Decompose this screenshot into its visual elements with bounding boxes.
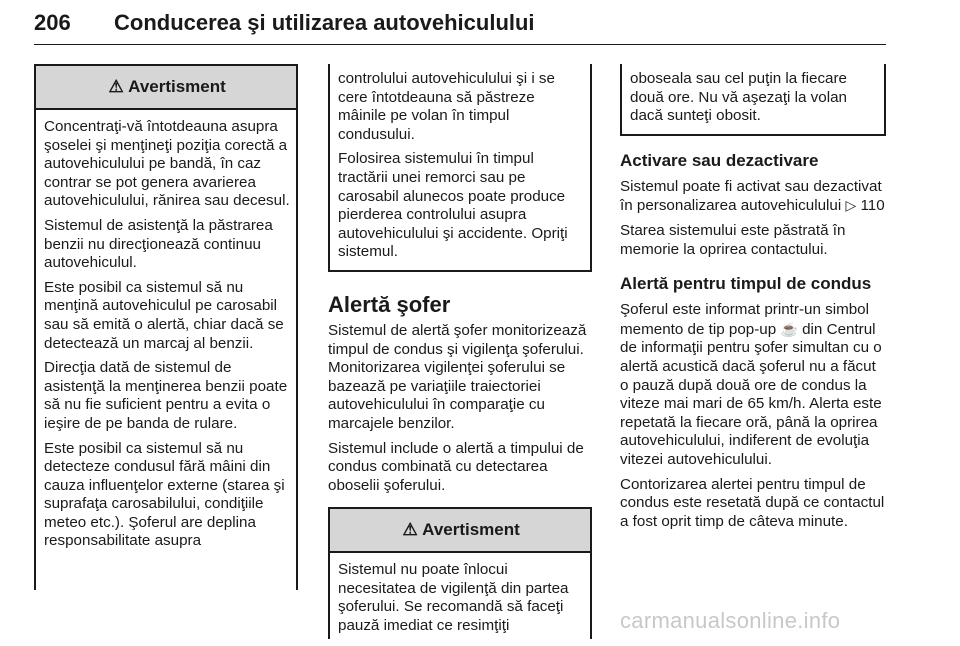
paragraph: Folosirea sistemului în timpul tractării unei remorci sau pe carosabil alunecos poate produce pierderea controlului asupra autovehiculului şi accidente. Opriţi sistemul.	[338, 150, 568, 261]
watermark: carmanualsonline.info	[620, 608, 841, 633]
warning-title: Avertisment	[422, 520, 520, 540]
page-header	[34, 10, 886, 45]
paragraph: Este posibil ca sistemul să nu menţină autovehiculul pe carosabil sau să emită o alertă, chiar dacă se detectează un marcaj al benzii.	[44, 278, 284, 352]
warning-triangle-icon: ⚠	[108, 77, 124, 96]
warning-box-continued	[620, 64, 886, 136]
warning-box-body	[36, 110, 296, 561]
paragraph	[620, 178, 886, 216]
paragraph: Contorizarea alertei pentru timpul de condus este resetată după ce contactul a fost oprit timp de câteva minute.	[620, 475, 885, 530]
warning-title: Avertisment	[128, 77, 226, 96]
warning-box-header	[36, 66, 296, 110]
paragraph: Sistemul nu poate înlocui necesitatea de vigilenţă din partea şoferului. Se recomandă să faceţi pauză imediat ce resimţiţi	[338, 561, 569, 635]
paragraph: Sistemul de asistenţă la păstrarea benzii nu direcţionează continuu autovehiculul.	[44, 216, 273, 272]
subsection-heading: Alertă pentru timpul de condus	[620, 274, 872, 294]
paragraph: Starea sistemului este păstrată în memorie la oprirea contactului.	[620, 221, 846, 258]
warning-box-2	[328, 507, 592, 639]
column-2	[328, 64, 592, 639]
page-reference-icon: ▷	[845, 197, 857, 214]
warning-box-1	[34, 64, 298, 590]
paragraph: Sistemul include o alertă a timpului de condus combinată cu detectarea oboselii şoferului.	[328, 439, 584, 494]
column-3	[620, 64, 886, 537]
paragraph: Direcţia dată de sistemul de asistenţă la menţinerea benzii poate să nu fie suficient pentru a evita o ieşire de pe banda de rulare.	[44, 359, 288, 432]
warning-box-continued	[328, 64, 592, 272]
warning-box-body	[330, 553, 590, 645]
section-heading: Alertă şofer	[328, 291, 451, 317]
warning-box-header	[330, 509, 590, 553]
paragraph: Sistemul de alertă şofer monitorizează timpul de condus şi vigilenţa şoferului. Monitorizarea vigilenţei şoferului se bazează pe variaţiile traiectoriei autovehiculului în comparaţie cu marcajele benzilor.	[328, 321, 587, 432]
page-number: 206	[34, 10, 71, 35]
coffee-cup-icon: ☕	[780, 320, 798, 337]
paragraph: Este posibil ca sistemul să nu detecteze condusul fără mâini din cauza influenţelor externe (starea şi suprafaţa carosabilului, condiţiile meteo etc.). Şoferul are deplina responsabilitate asupra	[44, 439, 285, 550]
subsection-heading: Activare sau dezactivare	[620, 150, 819, 170]
paragraph	[620, 301, 886, 469]
paragraph: controlului autovehiculului şi i se cere întotdeauna să păstreze mâinile pe volan în timpul condusului.	[338, 70, 555, 143]
paragraph-text: Şoferul este informat printr-un simbol memento de tip pop-up	[620, 301, 870, 338]
paragraph-text: Sistemul poate fi activat sau dezactivat în personalizarea autovehiculului	[620, 177, 882, 215]
paragraph: Concentraţi-vă întotdeauna asupra şoselei şi menţineţi poziţia corectă a autovehiculului pe bandă, în caz contrar se pot genera avarierea autovehiculului, rănirea sau decesul.	[44, 118, 290, 210]
warning-triangle-icon: ⚠	[402, 520, 418, 540]
page-title: Conducerea şi utilizarea autovehiculului	[114, 10, 535, 35]
paragraph: oboseala sau cel puţin la fiecare două ore. Nu vă aşezaţi la volan dacă sunteţi obosit.	[630, 70, 847, 125]
paragraph-text: din Centrul de informaţii pentru şofer simultan cu o alertă acustică dacă şoferul nu a făcut o pauză după două ore de condus la viteze mai mari de 65 km/h. Alerta este repetată la fiecare oră, până la oprirea autovehiculului, indiferent de evoluţia vitezei autovehiculului.	[620, 320, 882, 468]
column-1	[34, 64, 298, 590]
page-reference-link[interactable]: 110	[860, 197, 885, 215]
